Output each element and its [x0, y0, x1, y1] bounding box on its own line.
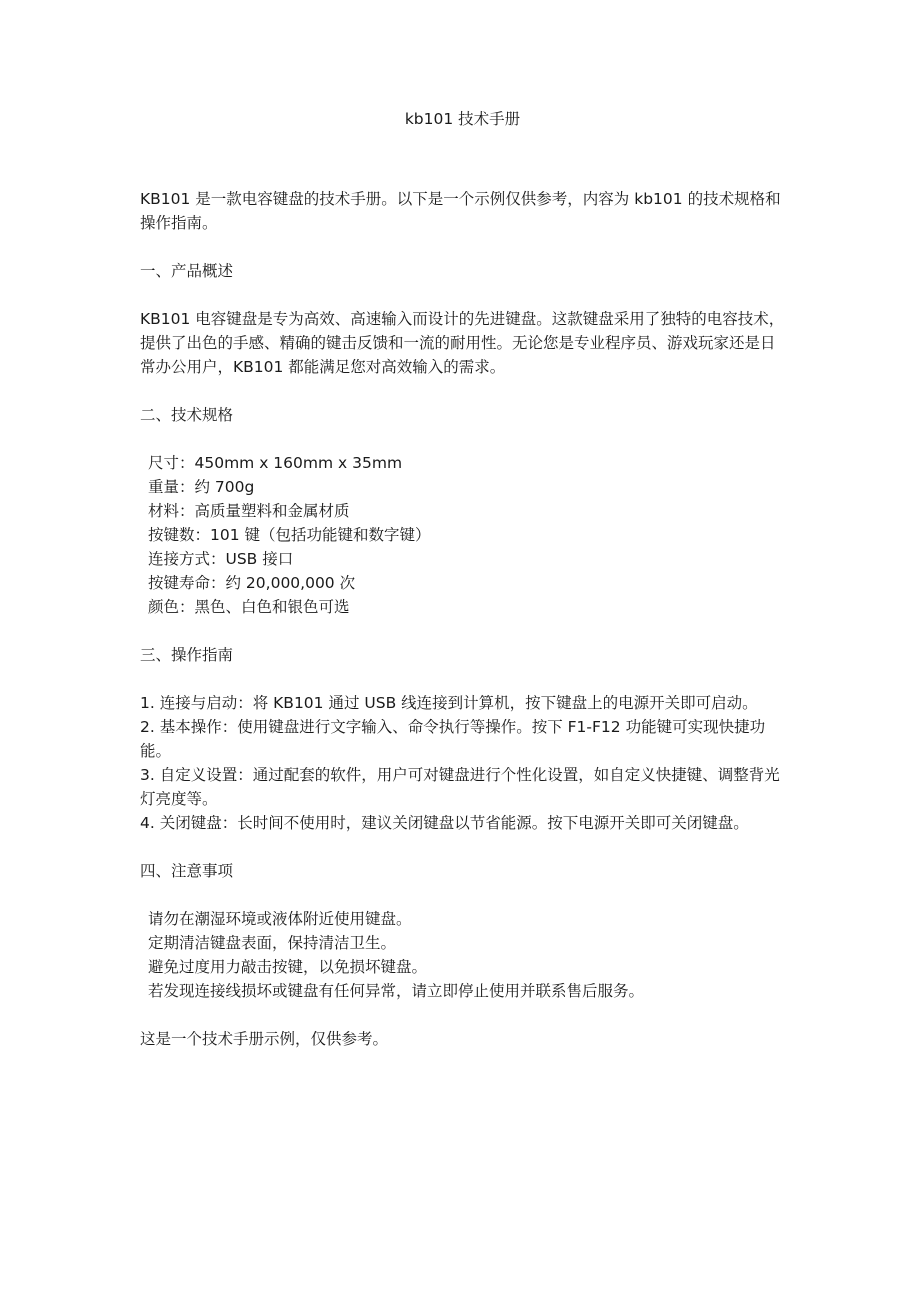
- section-heading-overview: 一、产品概述: [140, 262, 234, 280]
- guide-step-basic: 2. 基本操作：使用键盘进行文字输入、命令执行等操作。按下 F1-F12 功能键可实现快捷功能。: [140, 718, 766, 760]
- specs-list: [140, 451, 785, 619]
- notes-list: [140, 907, 785, 1003]
- closing-paragraph: 这是一个技术手册示例，仅供参考。: [140, 1030, 389, 1048]
- spec-item-connection: 连接方式：USB 接口: [148, 550, 294, 568]
- guide-step-custom: 3. 自定义设置：通过配套的软件，用户可对键盘进行个性化设置，如自定义快捷键、调整背光灯亮度等。: [140, 766, 780, 808]
- spec-item-lifespan: 按键寿命：约 20,000,000 次: [148, 574, 356, 592]
- document-page: [140, 107, 785, 1051]
- spec-item-material: 材料：高质量塑料和金属材质: [148, 502, 350, 520]
- section-heading-notes: 四、注意事项: [140, 862, 234, 880]
- note-item-cleaning: 定期清洁键盘表面，保持清洁卫生。: [148, 934, 397, 952]
- overview-paragraph: KB101 电容键盘是专为高效、高速输入而设计的先进键盘。这款键盘采用了独特的电容技术，提供了出色的手感、精确的键击反馈和一流的耐用性。无论您是专业程序员、游戏玩家还是日常办公用户，KB101 都能满足您对高效输入的需求。: [140, 310, 785, 376]
- section-heading-specs: 二、技术规格: [140, 406, 234, 424]
- spec-item-weight: 重量：约 700g: [148, 478, 255, 496]
- guide-steps-list: [140, 691, 785, 835]
- guide-step-shutdown: 4. 关闭键盘：长时间不使用时，建议关闭键盘以节省能源。按下电源开关即可关闭键盘。: [140, 814, 749, 832]
- document-title: kb101 技术手册: [404, 110, 521, 128]
- guide-step-connect: 1. 连接与启动：将 KB101 通过 USB 线连接到计算机，按下键盘上的电源开关即可启动。: [140, 694, 758, 712]
- spec-item-size: 尺寸：450mm x 160mm x 35mm: [148, 454, 403, 472]
- section-heading-guide: 三、操作指南: [140, 646, 234, 664]
- spec-item-color: 颜色：黑色、白色和银色可选: [148, 598, 350, 616]
- note-item-force: 避免过度用力敲击按键，以免损坏键盘。: [148, 958, 428, 976]
- intro-paragraph: KB101 是一款电容键盘的技术手册。以下是一个示例仅供参考，内容为 kb101 的技术规格和操作指南。: [140, 190, 781, 232]
- note-item-damage: 若发现连接线损坏或键盘有任何异常，请立即停止使用并联系售后服务。: [148, 982, 645, 1000]
- note-item-humidity: 请勿在潮湿环境或液体附近使用键盘。: [148, 910, 412, 928]
- spec-item-keys: 按键数：101 键（包括功能键和数字键）: [148, 526, 431, 544]
